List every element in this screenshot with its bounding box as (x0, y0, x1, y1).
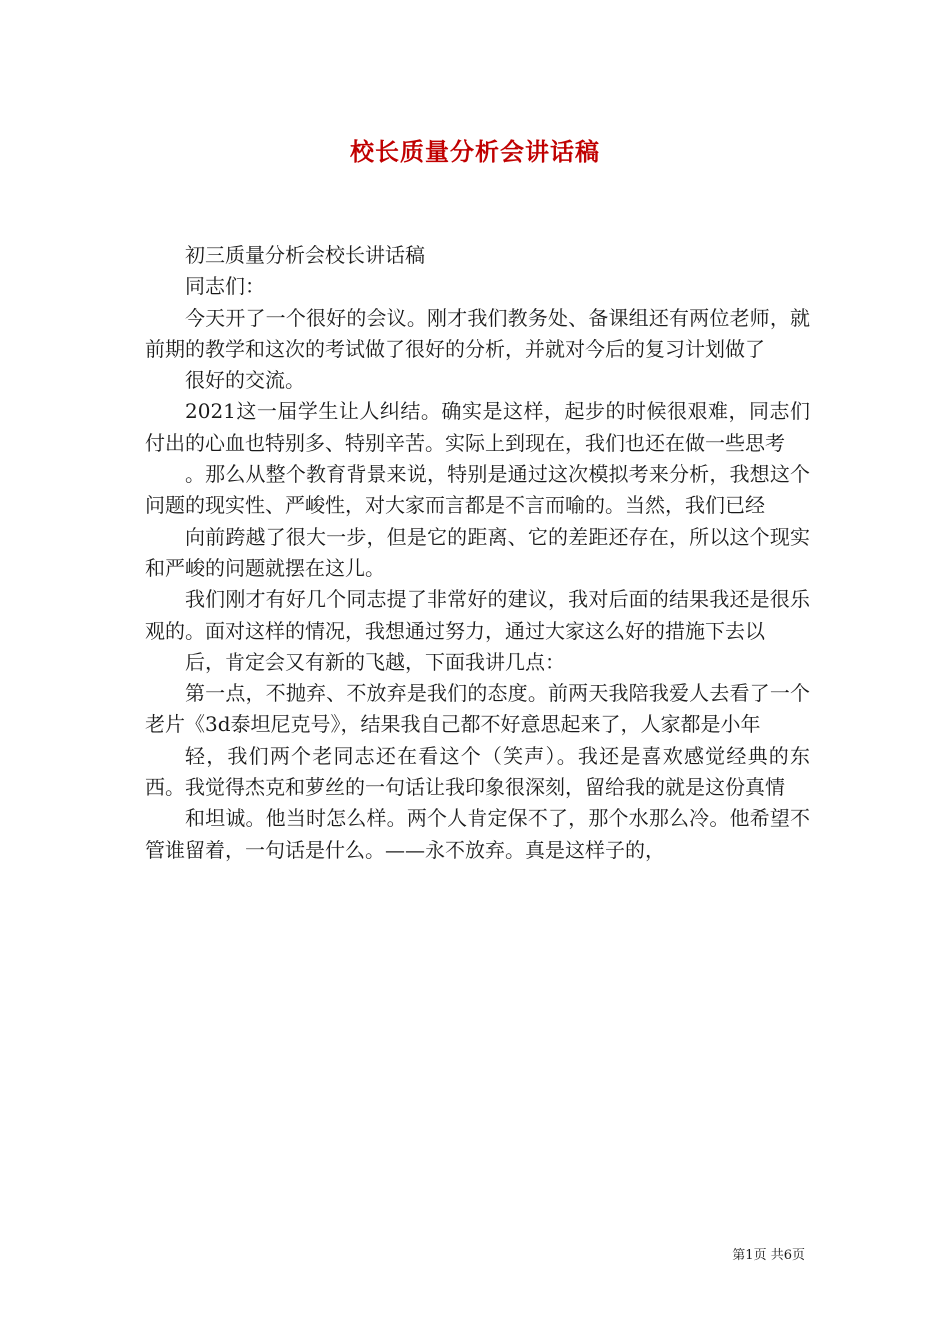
current-page-number: 1 (745, 1248, 754, 1263)
paragraph: 我们刚才有好几个同志提了非常好的建议，我对后面的结果我还是很乐观的。面对这样的情况，我想通过努力，通过大家这么好的措施下去以 (145, 587, 810, 643)
paragraph: 和坦诚。他当时怎么样。两个人肯定保不了，那个水那么冷。他希望不管谁留着，一句话是什么。——永不放弃。真是这样子的， (145, 806, 810, 862)
paragraph: 第一点，不抛弃、不放弃是我们的态度。前两天我陪我爱人去看了一个老片《3d泰坦尼克号》，结果我自己都不好意思起来了，人家都是小年 (145, 681, 810, 737)
page-label-mid: 页 共 (753, 1248, 784, 1263)
paragraph: 很好的交流。 (185, 368, 305, 393)
page-label-prefix: 第 (732, 1248, 746, 1263)
paragraph: 后，肯定会又有新的飞越，下面我讲几点： (185, 649, 565, 674)
document-body (145, 240, 810, 866)
page-label-suffix: 页 (791, 1248, 805, 1263)
paragraph-greeting: 同志们： (185, 274, 265, 299)
paragraph: 轻，我们两个老同志还在看这个（笑声）。我还是喜欢感觉经典的东西。我觉得杰克和萝丝的一句话让我印象很深刻，留给我的就是这份真情 (145, 743, 810, 800)
paragraph: 2021这一届学生让人纠结。确实是这样，起步的时候很艰难，同志们付出的心血也特别多、特别辛苦。实际上到现在，我们也还在做一些思考 (145, 399, 810, 455)
paragraph: 。那么从整个教育背景来说，特别是通过这次模拟考来分析，我想这个问题的现实性、严峻性，对大家而言都是不言而喻的。当然，我们已经 (145, 462, 810, 518)
document-title: 校长质量分析会讲话稿 (350, 137, 600, 166)
total-pages-number: 6 (783, 1248, 792, 1263)
page-number (732, 1246, 805, 1266)
paragraph-subtitle: 初三质量分析会校长讲话稿 (185, 243, 425, 267)
paragraph: 今天开了一个很好的会议。刚才我们教务处、备课组还有两位老师，就前期的教学和这次的考试做了很好的分析，并就对今后的复习计划做了 (145, 305, 810, 361)
paragraph: 向前跨越了很大一步，但是它的距离、它的差距还存在，所以这个现实和严峻的问题就摆在这儿。 (145, 524, 810, 580)
